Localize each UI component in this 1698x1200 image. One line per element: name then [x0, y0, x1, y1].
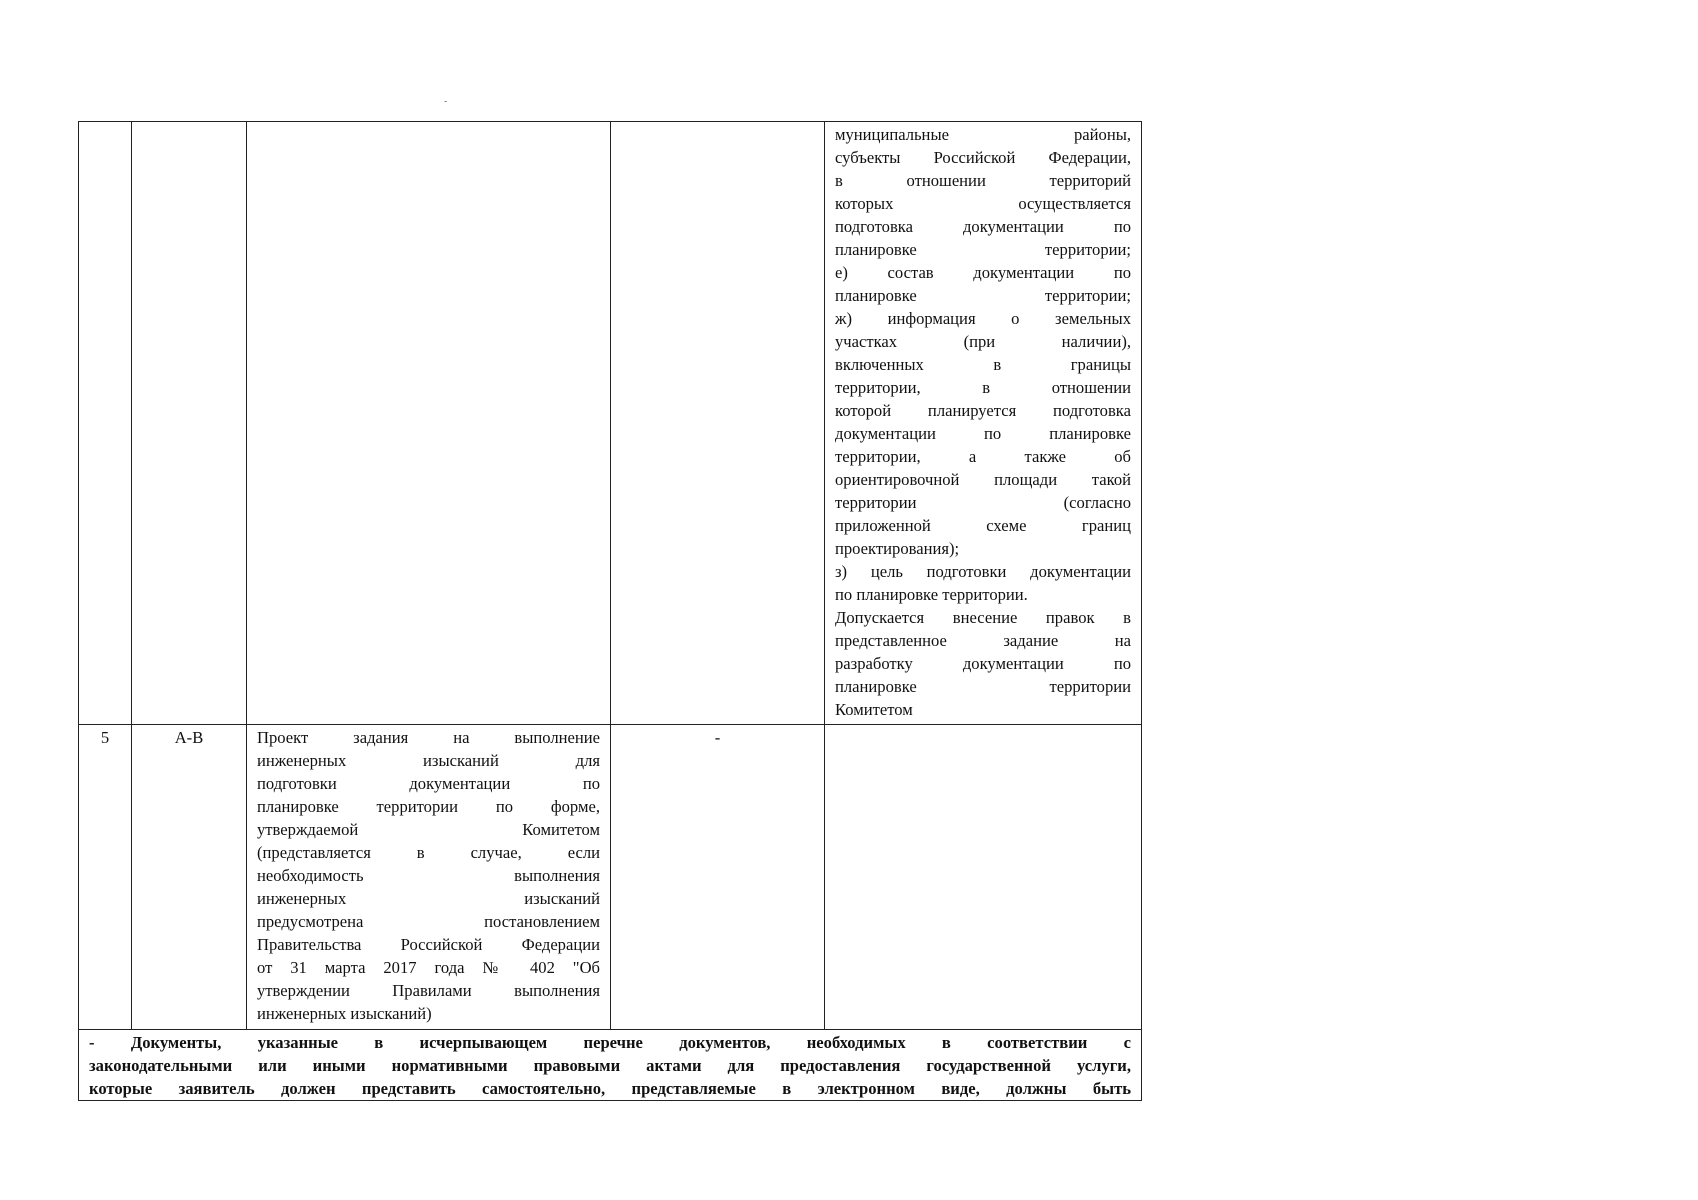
- description-line: з) цель подготовки документации: [835, 562, 1131, 581]
- documents-table: [78, 121, 1142, 1101]
- row-number-cell: 5: [79, 725, 132, 1030]
- description-line: территории, в отношении: [835, 378, 1131, 397]
- document-title-line: необходимость выполнения: [257, 866, 600, 885]
- document-title-line: инженерных изысканий: [257, 889, 600, 908]
- note-line: которые заявитель должен представить самостоятельно, представляемые в электронном виде, должны быть: [89, 1079, 1131, 1098]
- document-title-line: утверждаемой Комитетом: [257, 820, 600, 839]
- document-title-line: Проект задания на выполнение: [257, 728, 600, 747]
- description-line: представленное задание на: [835, 631, 1131, 650]
- description-line: включенных в границы: [835, 355, 1131, 374]
- document-title-line: (представляется в случае, если: [257, 843, 600, 862]
- requirements-cell: -: [611, 725, 825, 1030]
- document-title-line: инженерных изысканий): [257, 1004, 432, 1023]
- description-line: в отношении территорий: [835, 171, 1131, 190]
- document-title-line: инженерных изысканий для: [257, 751, 600, 770]
- row-code-cell: [132, 122, 247, 725]
- description-cell: [825, 122, 1142, 725]
- page-mark: -: [444, 96, 448, 107]
- document-title-line: Правительства Российской Федерации: [257, 935, 600, 954]
- requirements-cell: [611, 122, 825, 725]
- description-line: документации по планировке: [835, 424, 1131, 443]
- description-line: участках (при наличии),: [835, 332, 1131, 351]
- note-line: - Документы, указанные в исчерпывающем перечне документов, необходимых в соответствии с: [89, 1033, 1131, 1052]
- description-line: ж) информация о земельных: [835, 309, 1131, 328]
- description-line: планировке территории;: [835, 240, 1131, 259]
- description-line: муниципальные районы,: [835, 125, 1131, 144]
- document-title-cell: [247, 725, 611, 1030]
- table-row: [79, 725, 1142, 1030]
- description-line: е) состав документации по: [835, 263, 1131, 282]
- row-number-cell: [79, 122, 132, 725]
- description-line: территории, а также об: [835, 447, 1131, 466]
- table-row: [79, 122, 1142, 725]
- document-title-line: планировке территории по форме,: [257, 797, 600, 816]
- description-line: субъекты Российской Федерации,: [835, 148, 1131, 167]
- description-cell: [825, 725, 1142, 1030]
- description-line: ориентировочной площади такой: [835, 470, 1131, 489]
- description-line: разработку документации по: [835, 654, 1131, 673]
- description-line: Комитетом: [835, 700, 913, 719]
- description-line: которых осуществляется: [835, 194, 1131, 213]
- note-row: [79, 1030, 1142, 1101]
- note-line: законодательными или иными нормативными правовыми актами для предоставления государственной услуги,: [89, 1056, 1131, 1075]
- row-code-cell: А-В: [132, 725, 247, 1030]
- description-line: которой планируется подготовка: [835, 401, 1131, 420]
- document-title-line: от 31 марта 2017 года № 402 "Об: [257, 958, 600, 977]
- description-line: планировке территории;: [835, 286, 1131, 305]
- document-title-cell: [247, 122, 611, 725]
- document-title-line: подготовки документации по: [257, 774, 600, 793]
- description-line: территории (согласно: [835, 493, 1131, 512]
- description-line: планировке территории: [835, 677, 1131, 696]
- description-line: по планировке территории.: [835, 585, 1028, 604]
- note-cell: [79, 1030, 1142, 1101]
- document-title-line: предусмотрена постановлением: [257, 912, 600, 931]
- description-line: приложенной схеме границ: [835, 516, 1131, 535]
- description-line: Допускается внесение правок в: [835, 608, 1131, 627]
- description-line: проектирования);: [835, 539, 960, 558]
- document-title-line: утверждении Правилами выполнения: [257, 981, 600, 1000]
- description-line: подготовка документации по: [835, 217, 1131, 236]
